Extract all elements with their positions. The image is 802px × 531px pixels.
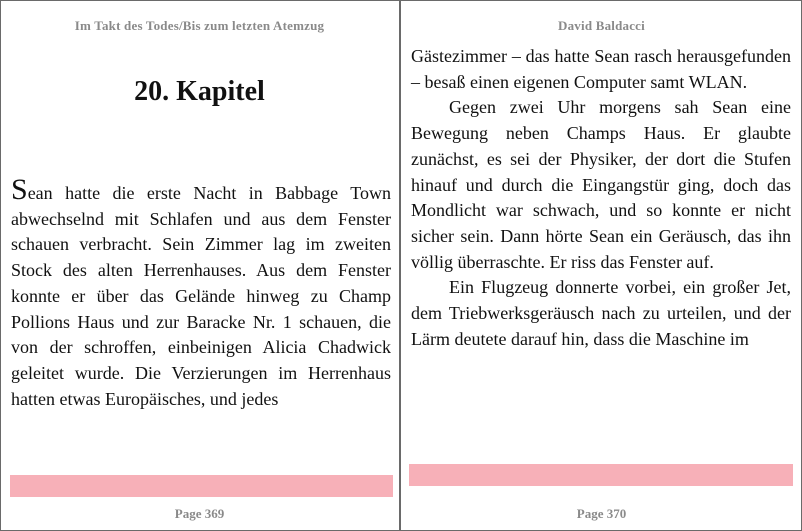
left-page-number: Page 369 [174, 506, 225, 521]
left-highlight-band [10, 475, 393, 497]
right-highlight-band [409, 464, 793, 486]
right-page-number: Page 370 [576, 506, 627, 521]
right-running-head: David Baldacci [558, 18, 645, 33]
right-body-text [411, 44, 791, 352]
left-running-head: Im Takt des Todes/Bis zum letzten Atemzug [74, 18, 325, 33]
chapter-title: 20. Kapitel [134, 76, 265, 107]
drop-cap: S [11, 173, 28, 206]
left-paragraph [11, 173, 391, 412]
left-paragraph-text: ean hatte die erste Nacht in Babbage Town abwechselnd mit Schlafen und aus dem Fenster schauen verbracht. Sein Zimmer lag im zweiten Stock des alten Herrenhauses. Aus dem Fenster konnte er über das Gelände hinweg zu Champ Pollions Haus und zur Baracke Nr. 1 schauen, die von der schroffen, einbeinigen Alicia Chadwick geleitet wurde. Die Verzierungen im Herrenhaus hatten etwas Europäisches, und jedes [11, 183, 391, 409]
right-paragraph-2: Gegen zwei Uhr morgens sah Sean eine Bewegung neben Champs Haus. Er glaubte zunächst, es sei der Physiker, der dort die Stufen hinauf und durch die Eingangstür ging, doch das Mondlicht war schwach, und so konnte er nicht sicher sein. Dann hörte Sean ein Geräusch, das ihn völlig überraschte. Er riss das Fenster auf. [411, 97, 791, 272]
left-page [0, 0, 399, 531]
right-page [401, 0, 802, 531]
right-paragraph-3: Ein Flugzeug donnerte vorbei, ein großer Jet, dem Triebwerksgeräusch nach zu urteilen, und der Lärm deutete darauf hin, dass die Maschine im [411, 277, 791, 349]
left-body-text [11, 173, 391, 412]
right-paragraph-1: Gästezimmer – das hatte Sean rasch herausgefunden – besaß einen eigenen Computer samt WLAN. [411, 46, 791, 92]
